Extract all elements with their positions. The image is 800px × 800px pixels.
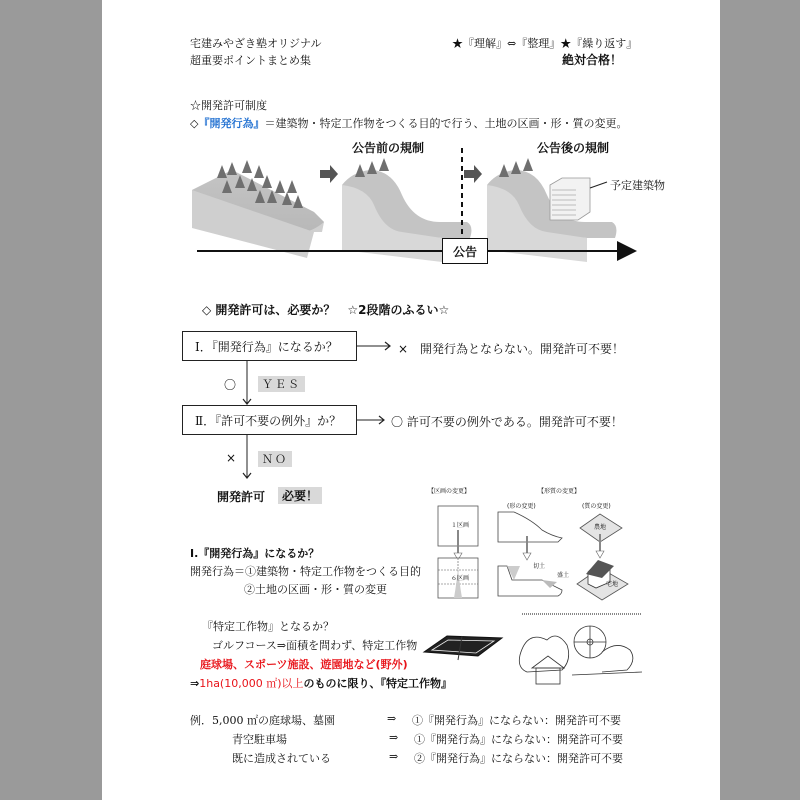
term-kaihatsu-koui: 『開発行為』 [198,117,265,130]
area-limit-value: 1ha(10,000 ㎡)以上 [199,677,304,690]
section-title-tokutei-kosakubutsu: 『特定工作物』となるか？ [202,620,334,633]
example-result: ①『開発行為』にならない：開発許可不要 [414,733,623,746]
tennis-court-icon [424,636,502,660]
section-title-kaihatsu-koui: Ⅰ.『開発行為』になるか？ [190,547,320,560]
kaihatsu-koui-line2: ②土地の区画・形・質の変更 [244,583,387,596]
example-arrow: ⇒ [389,731,399,744]
kaihatsu-koui-line1: 開発行為＝①建築物・特定工作物をつくる目的 [190,565,421,578]
sports-facilities-line: 庭球場、スポーツ施設、遊園地など(野外) [200,658,408,671]
diamond-bullet: ◇ [190,117,199,130]
conclusion-value: 必要！ [278,487,322,504]
conclusion-label: 開発許可 [217,490,266,504]
label-one-lot: １区画 [451,522,470,529]
step2-no-mark: × [226,451,237,465]
label-planned-building: 予定建築物 [610,179,665,192]
diagram-sub-shitsu: (質の変更) [582,503,611,510]
example-label: 既に造成されている [232,752,331,765]
diagram-header-keishitsu: 【形質の変更】 [538,488,581,495]
diagram-sub-katachi: (形の変更) [507,503,536,510]
example-arrow: ⇒ [387,712,397,725]
header-title-line2: 超重要ポイントまとめ集 [190,54,311,67]
header-goal: 絶対合格！ [562,53,623,67]
example-label: 例．5,000 ㎡の庭球場、墓園 [190,714,335,727]
definition-text: ＝建築物・特定工作物をつくる目的で行う、土地の区画・形・質の変更。 [264,117,628,130]
example-arrow: ⇒ [389,750,399,763]
step1-question: Ⅰ．『開発行為』になるか？ [195,339,338,354]
label-farmland: 農地 [594,524,607,531]
amusement-park-icon [519,626,642,684]
label-residential: 宅地 [606,581,619,588]
label-before-notice: 公告前の規制 [352,141,425,155]
golf-course-rule: ゴルフコース⇒面積を問わず、特定工作物 [212,639,418,652]
label-six-lots: ６区画 [451,575,470,582]
step1-yes-mark: 〇 [224,378,237,392]
step2-yes-result: 〇 許可不要の例外である。開発許可不要！ [391,415,623,429]
document-page [102,0,720,800]
step2-question: Ⅱ．『許可不要の例外』か？ [195,413,342,428]
step1-yes-label: ＹＥＳ [258,376,305,392]
label-fill: 盛土 [557,572,570,579]
diagram-header-kukaku: 【区画の変更】 [428,488,471,495]
example-result: ②『開発行為』にならない：開発許可不要 [414,752,623,765]
section-title-kaihatsu-kyoka: ☆開発許可制度 [190,99,267,112]
label-after-notice: 公告後の規制 [537,141,610,155]
step2-no-label: ＮＯ [258,451,292,467]
section-title-two-stage: ◇ 開発許可は、必要か？ ☆2段階のふるい☆ [202,303,450,317]
example-label: 青空駐車場 [232,733,287,746]
label-cut: 切土 [533,563,546,570]
header-slogan: ★『理解』⇔『整理』★『繰り返す』 [452,37,638,50]
header-title-line1: 宅建みやざき塾オリジナル [190,37,322,50]
facility-illustrations [102,0,720,700]
step1-no-result: × 開発行為とならない。開発許可不要！ [398,342,625,356]
notice-label: 公告 [452,244,477,259]
area-limit-line: ⇒1ha(10,000 ㎡)以上のものに限り、『特定工作物』 [190,677,452,690]
example-result: ①『開発行為』にならない：開発許可不要 [412,714,621,727]
